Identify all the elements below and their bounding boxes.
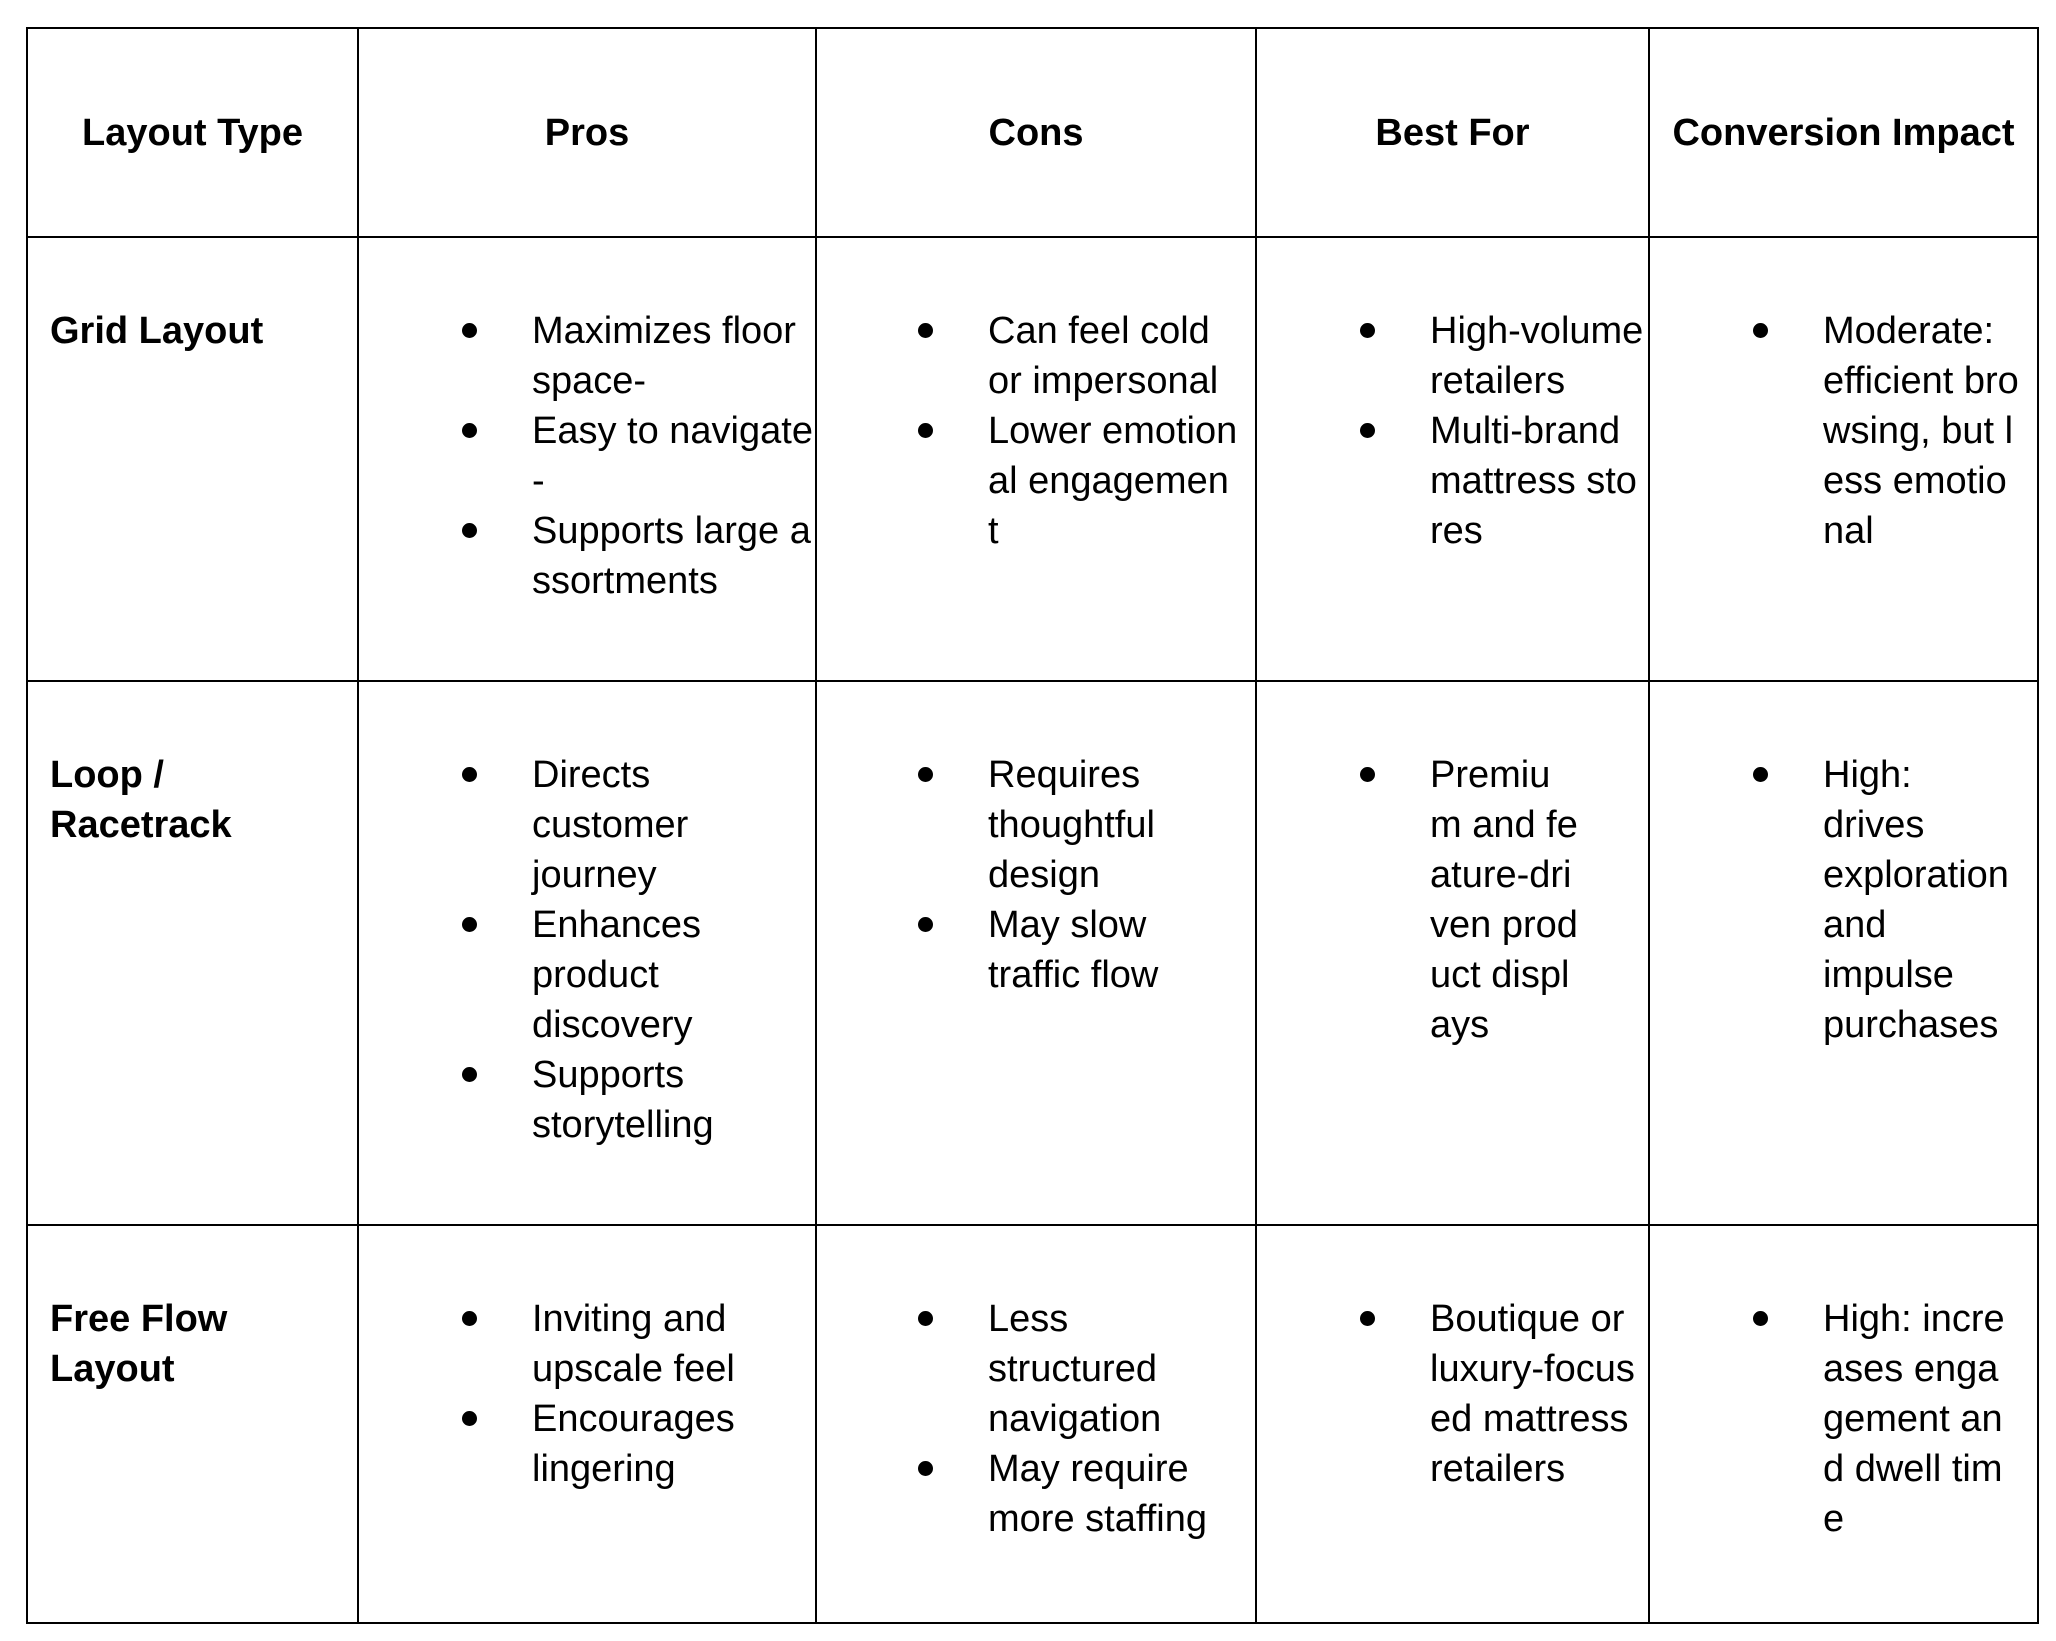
pros-cell [358,1225,816,1623]
best-for-list [1267,1294,1638,1494]
list-item [1660,1294,2027,1544]
best-for-cell [1256,681,1649,1225]
list-item-text: Encourages lingering [532,1398,735,1490]
pros-list [369,750,805,1150]
bullet-icon [1360,767,1375,782]
list-item [369,506,811,606]
best-for-list [1267,750,1638,1050]
impact-list [1660,306,2027,556]
layout-comparison-table [26,27,2039,1624]
list-item [1267,406,1638,556]
layout-type-label: Loop / Racetrack [50,754,232,846]
header-pros: Pros [358,28,816,237]
conversion-impact-cell [1649,1225,2038,1623]
bullet-icon [462,1411,477,1426]
bullet-icon [462,1311,477,1326]
list-item-text: May slow traffic flow [988,904,1159,996]
bullet-icon [462,323,477,338]
bullet-icon [462,423,477,438]
list-item [1267,750,1638,1050]
list-item [827,1444,1245,1544]
list-item [369,406,813,506]
bullet-icon [462,1067,477,1082]
bullet-icon [1753,323,1768,338]
list-item-text: May require more staffing [988,1448,1207,1540]
list-item-text: Moderate: efficient browsing, but less emotional [1823,310,2019,552]
header-layout-type: Layout Type [27,28,358,237]
list-item-text: Can feel cold or impersonal [988,310,1219,402]
best-for-cell [1256,1225,1649,1623]
bullet-icon [1360,423,1375,438]
list-item-text: Lower emotional engagement [988,410,1238,552]
layout-type-cell [27,681,358,1225]
list-item-text: Enhances product discovery [532,904,702,1046]
best-for-list [1267,306,1644,556]
list-item [369,750,805,900]
list-item [827,1294,1245,1444]
table-row [27,1225,2038,1623]
list-item [1660,750,2027,1050]
list-item-text: Supports large assortments [532,510,811,602]
list-item [827,306,1245,406]
pros-cell [358,237,816,681]
pros-cell [358,681,816,1225]
conversion-impact-cell [1649,237,2038,681]
layout-type-label: Grid Layout [50,310,264,352]
bullet-icon [462,523,477,538]
cons-list [827,750,1245,1000]
header-cons: Cons [816,28,1256,237]
list-item [369,900,805,1050]
impact-list [1660,1294,2027,1544]
table-row [27,237,2038,681]
list-item [827,406,1245,556]
bullet-icon [918,767,933,782]
list-item-text: Directs customer journey [532,754,689,896]
cons-cell [816,681,1256,1225]
header-row [27,28,2038,237]
bullet-icon [462,917,477,932]
bullet-icon [918,423,933,438]
bullet-icon [918,1311,933,1326]
header-best-for: Best For [1256,28,1649,237]
list-item-text: Easy to navigate- [532,410,813,502]
list-item [369,1394,805,1494]
list-item-text: High-volume retailers [1430,310,1644,402]
list-item-text: Less structured navigation [988,1298,1162,1440]
bullet-icon [462,767,477,782]
list-item [369,306,805,406]
list-item-text: Maximizes floor space- [532,310,796,402]
bullet-icon [1360,1311,1375,1326]
list-item [1267,306,1644,406]
bullet-icon [918,323,933,338]
table-row [27,681,2038,1225]
cons-list [827,306,1245,556]
list-item-text: High: increases engagement and dwell time [1823,1298,2005,1540]
pros-list [369,1294,805,1494]
list-item-text: Premium and feature-driven product displays [1430,754,1578,1046]
list-item [1660,306,2027,556]
list-item-text: Multi-brand mattress stores [1430,410,1637,552]
list-item [827,750,1245,900]
header-conversion-impact: Conversion Impact [1649,28,2038,237]
bullet-icon [1753,767,1768,782]
list-item-text: Requires thoughtful design [988,754,1155,896]
conversion-impact-cell [1649,681,2038,1225]
list-item-text: Supports storytelling [532,1054,714,1146]
bullet-icon [1753,1311,1768,1326]
list-item [827,900,1245,1000]
cons-cell [816,1225,1256,1623]
layout-type-cell [27,237,358,681]
cons-cell [816,237,1256,681]
list-item [369,1294,805,1394]
list-item-text: High: drives exploration and impulse purchases [1823,754,2009,1046]
list-item [369,1050,805,1150]
bullet-icon [918,1461,933,1476]
bullet-icon [918,917,933,932]
impact-list [1660,750,2027,1050]
list-item-text: Boutique or luxury-focused mattress retailers [1430,1298,1635,1490]
cons-list [827,1294,1245,1544]
list-item-text: Inviting and upscale feel [532,1298,735,1390]
bullet-icon [1360,323,1375,338]
pros-list [369,306,813,606]
best-for-cell [1256,237,1649,681]
layout-type-cell [27,1225,358,1623]
layout-type-label: Free Flow Layout [50,1298,228,1390]
list-item [1267,1294,1638,1494]
